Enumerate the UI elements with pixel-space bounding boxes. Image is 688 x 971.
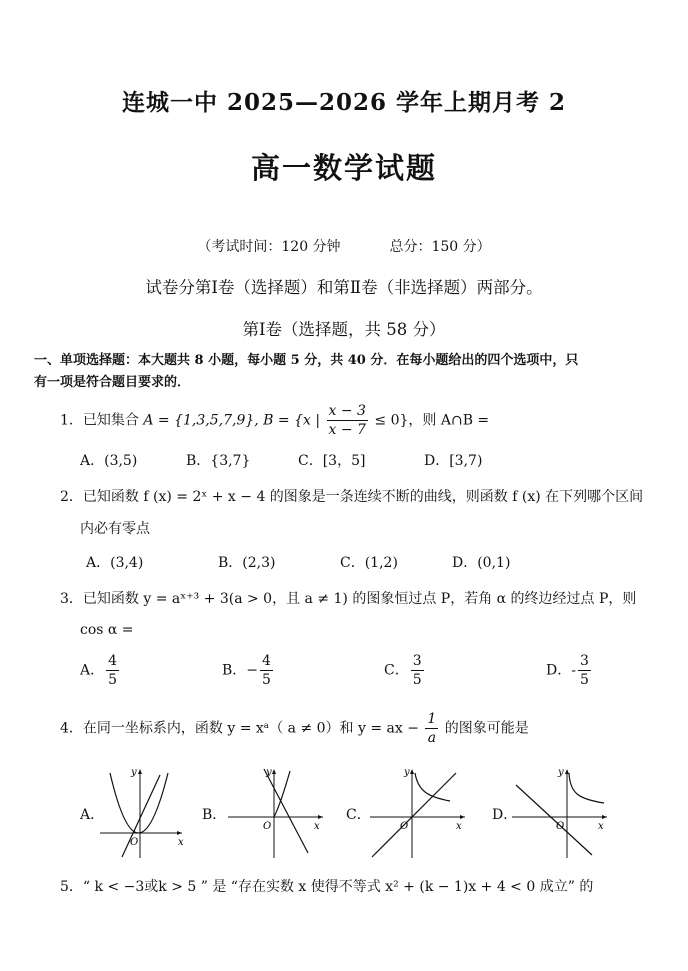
q4b-curve bbox=[274, 771, 290, 817]
q4b-line bbox=[264, 769, 308, 853]
q5-text: “ k < −3或k > 5 ” 是 “存在实数 x 使得不等式 x² + (k − 1)x + 4 < 0 成立” 的 bbox=[82, 879, 594, 895]
q2-option-d: D．(0,1) bbox=[452, 555, 511, 571]
q4-option-d-label: D． bbox=[492, 807, 518, 823]
q3-option-a-num: 4 bbox=[108, 653, 118, 669]
q4-frac-num: 1 bbox=[427, 711, 437, 727]
q3-option-b-frac bbox=[260, 654, 273, 687]
q4a-x-label: x bbox=[178, 837, 184, 848]
q4-option-b-label: B． bbox=[202, 807, 227, 823]
subject-title: 高一数学试题 bbox=[250, 151, 437, 185]
q3-line-2: cos α = bbox=[80, 622, 134, 638]
q3-option-d-sign: - bbox=[571, 662, 576, 679]
q3-option-b-den: 5 bbox=[262, 672, 271, 688]
q4c-line bbox=[372, 773, 456, 857]
exam-time: （考试时间：120 分钟 bbox=[197, 239, 341, 255]
q3-option-b-num: 4 bbox=[262, 653, 271, 669]
q2-number: 2． bbox=[60, 489, 83, 505]
q4b-x-label: x bbox=[314, 821, 320, 832]
q3-line-1: 已知函数 y = aˣ⁺³ + 3(a > 0，且 a ≠ 1) 的图象恒过点 P，若角 α 的终边经过点 P，则 bbox=[82, 591, 637, 607]
q3-option-a-frac bbox=[106, 654, 119, 687]
q3-option-b-sign: − bbox=[246, 662, 259, 679]
q4d-origin: O bbox=[556, 821, 565, 832]
q3-option-d bbox=[546, 654, 593, 687]
q4c-x-label: x bbox=[456, 821, 462, 832]
q1-post: ≤ 0}，则 A∩B = bbox=[374, 412, 490, 429]
question-3 bbox=[60, 588, 636, 608]
q2-option-b: B．(2,3) bbox=[218, 555, 276, 571]
q1-number: 1． bbox=[60, 412, 83, 429]
q2-line-1: 已知函数 f (x) = 2ˣ + x − 4 的图象是一条连续不断的曲线，则函数 f (x) 在下列哪个区间 bbox=[82, 489, 644, 505]
q4-option-a-label: A． bbox=[80, 807, 105, 823]
q1-option-c: C．[3，5] bbox=[298, 453, 366, 469]
q3-option-c-frac bbox=[411, 654, 424, 687]
q4-option-c-label: C． bbox=[346, 807, 371, 823]
q3-option-d-frac bbox=[578, 654, 591, 687]
q3-option-c bbox=[384, 654, 426, 687]
question-2 bbox=[60, 486, 643, 506]
q3-option-d-num: 3 bbox=[579, 653, 589, 669]
q1-option-b: B．{3,7} bbox=[186, 453, 251, 469]
q3-option-a bbox=[80, 654, 121, 687]
parts-note: 试卷分第Ⅰ卷（选择题）和第Ⅱ卷（非选择题）两部分。 bbox=[145, 278, 543, 297]
q4d-line bbox=[516, 785, 592, 855]
q3-option-c-num: 3 bbox=[412, 653, 422, 669]
q4-pre: 在同一坐标系内，函数 y = xᵃ（ a ≠ 0）和 y = ax − bbox=[82, 720, 419, 737]
q4-fraction bbox=[425, 712, 438, 745]
q4d-curve bbox=[569, 773, 604, 803]
q1-pre: 已知集合 bbox=[82, 412, 139, 429]
instruction-line-2: 有一项是符合题目要求的． bbox=[34, 375, 191, 390]
q4c-y-label: y bbox=[404, 767, 410, 778]
question-4 bbox=[60, 712, 529, 745]
q4-post: 的图象可能是 bbox=[444, 720, 529, 737]
q3-number: 3． bbox=[60, 591, 83, 607]
q4-graph-b bbox=[228, 765, 328, 860]
q4d-y-label: y bbox=[558, 767, 564, 778]
q4b-origin: O bbox=[263, 821, 272, 832]
q2-option-a: A．(3,4) bbox=[86, 555, 144, 571]
q1-frac-den: x − 7 bbox=[328, 422, 366, 438]
q4-frac-den: a bbox=[427, 730, 437, 746]
section-instruction bbox=[34, 350, 654, 394]
q3-option-c-label: C． bbox=[384, 662, 409, 679]
q3-option-b bbox=[222, 654, 275, 687]
q3-option-a-den: 5 bbox=[108, 672, 118, 688]
q4a-parabola bbox=[110, 773, 168, 833]
q4-number: 4． bbox=[60, 720, 83, 737]
q2-line-2: 内必有零点 bbox=[80, 521, 150, 537]
q4-graph-d bbox=[512, 765, 612, 860]
q3-option-d-label: D． bbox=[546, 662, 572, 679]
q2-option-c: C．(1,2) bbox=[340, 555, 398, 571]
q3-option-c-den: 5 bbox=[412, 672, 422, 688]
instruction-line-1: 一、单项选择题：本大题共 8 小题，每小题 5 分，共 40 分．在每小题给出的四个选项中，只 bbox=[34, 353, 579, 368]
volume-title: 第Ⅰ卷（选择题，共 58 分） bbox=[242, 320, 446, 339]
total-score: 总分：150 分） bbox=[389, 239, 491, 255]
q4-graph-c bbox=[370, 765, 470, 860]
q4-graph-a bbox=[100, 765, 185, 860]
question-1 bbox=[60, 404, 489, 437]
exam-info bbox=[0, 236, 688, 256]
q3-option-a-label: A． bbox=[80, 662, 105, 679]
q1-option-d: D．[3,7) bbox=[424, 453, 483, 469]
q1-fraction bbox=[327, 404, 368, 437]
q1-option-a: A．(3,5) bbox=[80, 453, 138, 469]
q4a-y-label: y bbox=[131, 767, 137, 778]
q1-frac-num: x − 3 bbox=[328, 403, 366, 419]
q4c-origin: O bbox=[400, 821, 409, 832]
q3-option-b-label: B． bbox=[222, 662, 247, 679]
school-title: 连城一中 2025—2026 学年上期月考 2 bbox=[121, 89, 567, 116]
question-5 bbox=[60, 876, 593, 896]
q4a-origin: O bbox=[130, 837, 139, 848]
q3-option-d-den: 5 bbox=[579, 672, 589, 688]
q4d-x-label: x bbox=[598, 821, 604, 832]
q1-set-expression: A = {1,3,5,7,9}, B = {x | bbox=[143, 412, 321, 429]
q5-number: 5． bbox=[60, 879, 83, 895]
q4b-y-label: y bbox=[266, 767, 272, 778]
